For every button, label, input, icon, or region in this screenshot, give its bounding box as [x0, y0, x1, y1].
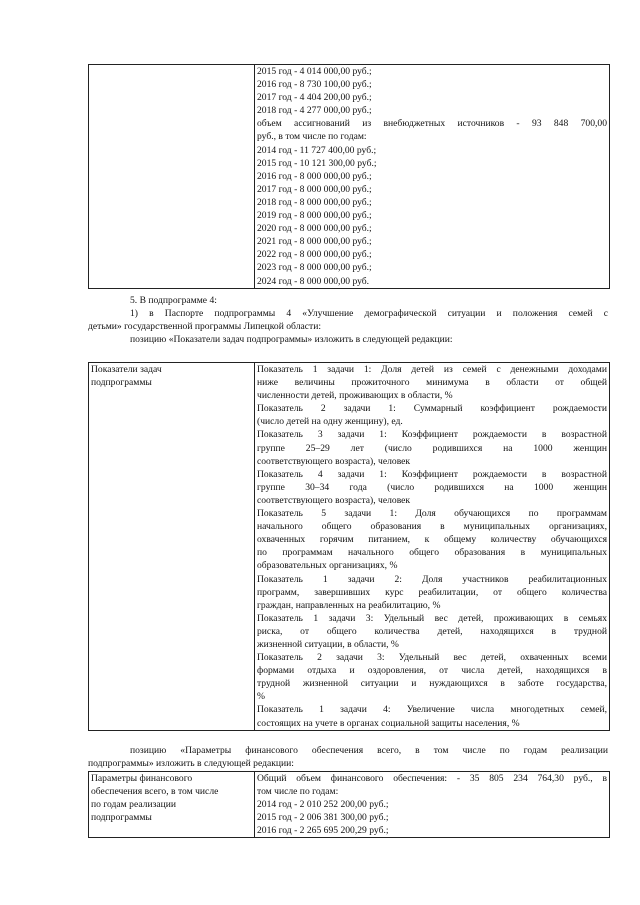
finance-label: подпрограммы: [91, 812, 152, 824]
indicator-line: Показатель 1 задачи 2: Доля участников реабилитационных: [257, 573, 607, 585]
finance-year-line: 2017 год - 4 404 200,00 руб.;: [257, 92, 372, 104]
indicator-line: (число детей на одну женщину), ед.: [257, 416, 403, 428]
finance-year-line: 2015 год - 4 014 000,00 руб.;: [257, 66, 372, 77]
finance-year-line: 2014 год - 11 727 400,00 руб.;: [257, 144, 377, 156]
indicator-line: Показатель 1 задачи 3: Удельный вес детей, проживающих в семьях: [257, 612, 607, 624]
position-1-text: позицию «Показатели задач подпрограммы» изложить в следующей редакции:: [130, 334, 453, 345]
indicator-line: по программам начального общего образования в муниципальных: [257, 547, 607, 559]
finance-label: Параметры финансового: [91, 773, 193, 784]
indicator-line: граждан, направленных на реабилитацию, %: [257, 599, 441, 611]
finance-year-line: 2024 год - 8 000 000,00 руб.: [257, 275, 370, 287]
indicator-line: Показатель 5 задачи 1: Доля обучающихся по программам: [257, 508, 607, 520]
finance-year-line: 2018 год - 8 000 000,00 руб.;: [257, 196, 372, 208]
indicator-line: программ, завершивших курс реабилитации, от общего количества: [257, 586, 607, 598]
finance-total-line: Общий объем финансового обеспечения: - 35 805 234 764,30 руб., в: [257, 773, 607, 784]
finance-year-line: 2019 год - 8 000 000,00 руб.;: [257, 210, 372, 222]
finance-year-line: 2016 год - 8 000 000,00 руб.;: [257, 170, 372, 182]
finance-label-cell: [89, 772, 255, 838]
indicator-line: Показатель 1 задачи 4: Увеличение числа многодетных семей,: [257, 704, 607, 716]
indicator-line: ниже величины прожиточного минимума в области от общей: [257, 377, 607, 389]
finance-year-line: 2017 год - 8 000 000,00 руб.;: [257, 183, 372, 195]
indicator-line: состоящих на учете в органах социальной защиты населения, %: [257, 717, 520, 729]
finance-year-line: 2023 год - 8 000 000,00 руб.;: [257, 262, 372, 274]
extrabudget-volume-line: руб., в том числе по годам:: [257, 131, 367, 143]
indicator-line: Показатель 3 задачи 1: Коэффициент рождаемости в возрастной: [257, 429, 607, 441]
indicator-line: начального общего образования в муниципальных организациях,: [257, 521, 607, 533]
indicator-line: жизненной ситуации, в области, %: [257, 638, 399, 650]
finance-year-line: 2014 год - 2 010 252 200,00 руб.;: [257, 799, 389, 811]
indicator-line: группе 30–34 года (число родившихся на 1000 женщин: [257, 481, 607, 493]
indicator-line: риска, от общего количества детей, находящихся в трудной: [257, 625, 607, 637]
top-table-values-cell: [255, 65, 610, 289]
item-1-text: 1) в Паспорте подпрограммы 4 «Улучшение демографической ситуации и положения семей с: [130, 308, 608, 319]
finance-year-line: 2016 год - 8 730 100,00 руб.;: [257, 79, 372, 91]
finance-parameters-table: [88, 771, 610, 838]
position-2-text: позицию «Параметры финансового обеспечения всего, в том числе по годам реализации: [130, 745, 608, 756]
extrabudget-volume-line: объем ассигнований из внебюджетных источников - 93 848 700,00: [257, 118, 607, 130]
section-heading: 5. В подпрограмме 4:: [130, 295, 217, 306]
indicator-line: охваченных горячим питанием, к общему количеству обучающихся: [257, 534, 607, 546]
item-1-text: детьми» государственной программы Липецкой области:: [88, 321, 321, 332]
indicators-label-cell: [89, 363, 255, 731]
finance-year-line: 2015 год - 10 121 300,00 руб.;: [257, 157, 377, 169]
top-table-label-cell: [89, 65, 255, 289]
finance-year-line: 2016 год - 2 265 695 200,29 руб.;: [257, 825, 389, 837]
finance-year-line: 2015 год - 2 006 381 300,00 руб.;: [257, 812, 389, 824]
indicator-line: численности детей, проживающих в области, %: [257, 390, 453, 402]
finance-year-line: 2022 год - 8 000 000,00 руб.;: [257, 249, 372, 261]
indicator-line: соответствующего возраста), человек: [257, 455, 411, 467]
indicators-label: подпрограммы: [91, 377, 152, 389]
indicator-line: Показатель 4 задачи 1: Коэффициент рождаемости в возрастной: [257, 468, 607, 480]
indicator-line: группе 25–29 лет (число родившихся на 1000 женщин: [257, 442, 607, 454]
indicator-line: Показатель 1 задачи 1: Доля детей из семей с денежными доходами: [257, 364, 607, 375]
finance-label: обеспечения всего, в том числе: [91, 786, 219, 798]
top-finance-table: [88, 64, 610, 289]
finance-year-line: 2020 год - 8 000 000,00 руб.;: [257, 223, 372, 235]
indicators-label: Показатели задач: [91, 364, 162, 375]
indicator-line: трудной жизненной ситуации и нуждающихся в заботе государства,: [257, 678, 607, 690]
indicator-line: соответствующего возраста), человек: [257, 494, 411, 506]
indicator-line: Показатель 2 задачи 1: Суммарный коэффициент рождаемости: [257, 403, 607, 415]
indicator-line: образовательных организациях, %: [257, 560, 398, 572]
finance-values-cell: [255, 772, 610, 838]
indicator-line: %: [257, 691, 265, 703]
finance-total-line: том числе по годам:: [257, 786, 339, 798]
finance-year-line: 2018 год - 4 277 000,00 руб.;: [257, 105, 372, 117]
position-2-text: подпрограммы» изложить в следующей редакции:: [88, 758, 294, 769]
indicator-line: Показатель 2 задачи 3: Удельный вес детей, охваченных всеми: [257, 652, 607, 664]
indicator-line: формами отдыха и оздоровления, от числа детей, находящихся в: [257, 665, 607, 677]
indicators-table: [88, 362, 610, 731]
finance-label: по годам реализации: [91, 799, 177, 811]
finance-year-line: 2021 год - 8 000 000,00 руб.;: [257, 236, 372, 248]
indicators-content-cell: [255, 363, 610, 731]
